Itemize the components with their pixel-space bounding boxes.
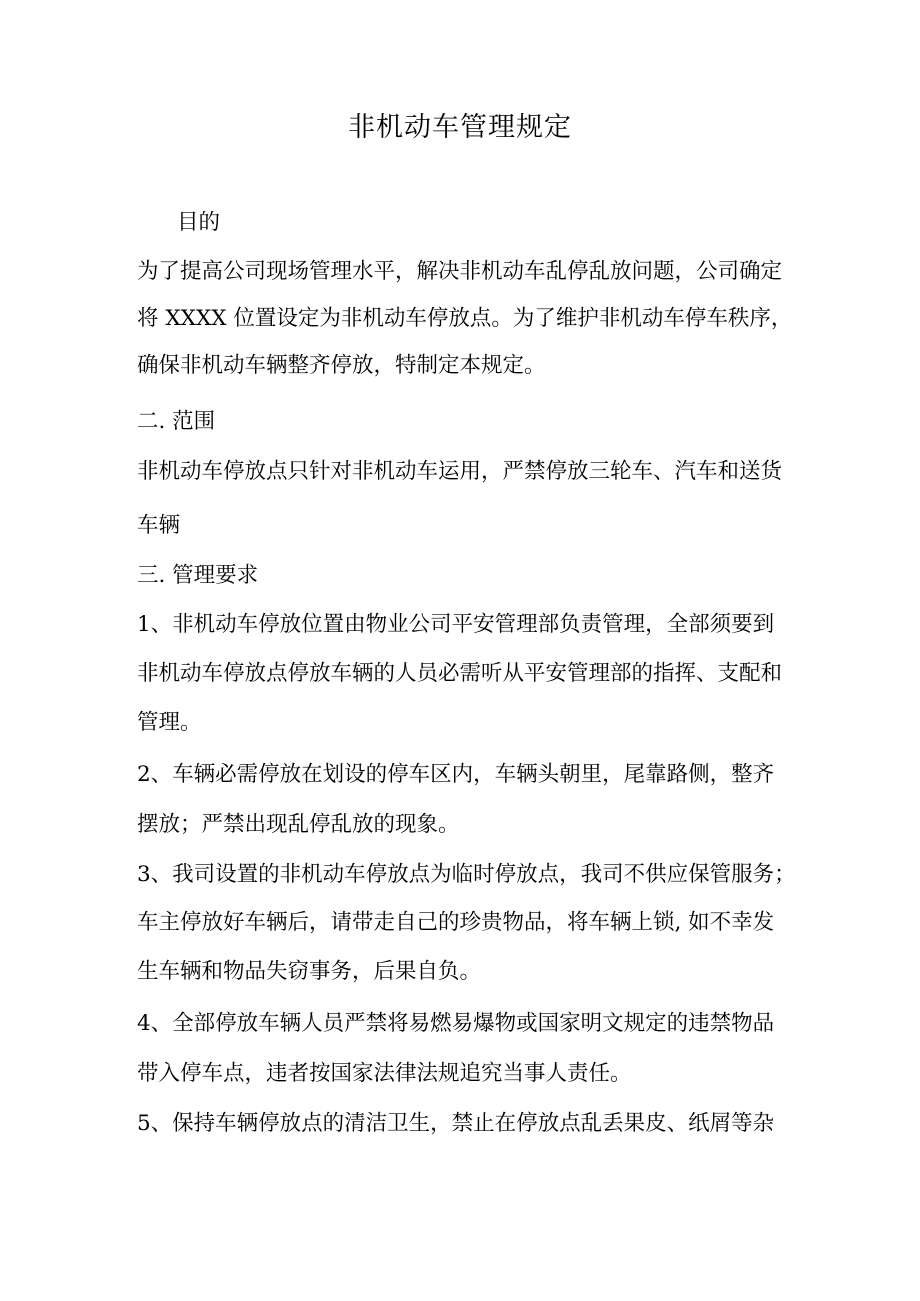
paragraph-line: 车辆 xyxy=(137,513,181,538)
section-scope-heading: 二. 范围 xyxy=(137,409,216,434)
requirement-item-4-line: 带入停车点，违者按国家法律法规追究当事人责任。 xyxy=(137,1061,632,1086)
section-purpose-heading: 目的 xyxy=(177,210,221,235)
document-title: 非机动车管理规定 xyxy=(348,112,572,143)
requirement-item-2-line: 2、车辆必需停放在划设的停车区内，车辆头朝里，尾靠路侧，整齐 xyxy=(137,762,775,787)
requirement-item-1-line: 1、非机动车停放位置由物业公司平安管理部负责管理，全部须要到 xyxy=(137,612,775,637)
requirement-item-2-line: 摆放；严禁出现乱停乱放的现象。 xyxy=(137,812,460,837)
paragraph-line: 将 XXXX 位置设定为非机动车停放点。为了维护非机动车停车秩序， xyxy=(137,306,793,331)
requirement-item-1-line: 非机动车停放点停放车辆的人员必需听从平安管理部的指挥、支配和 xyxy=(137,661,783,686)
requirement-item-4-line: 4、全部停放车辆人员严禁将易燃易爆物或国家明文规定的违禁物品 xyxy=(137,1011,775,1036)
requirement-item-3-line: 生车辆和物品失窃事务，后果自负。 xyxy=(137,959,482,984)
paragraph-line: 确保非机动车辆整齐停放，特制定本规定。 xyxy=(137,353,546,378)
paragraph-line: 为了提高公司现场管理水平，解决非机动车乱停乱放问题，公司确定 xyxy=(137,259,783,284)
section-requirements-heading: 三. 管理要求 xyxy=(137,563,259,588)
requirement-item-3-line: 车主停放好车辆后，请带走自己的珍贵物品，将车辆上锁, 如不幸发 xyxy=(137,910,775,935)
requirement-item-3-line: 3、我司设置的非机动车停放点为临时停放点，我司不供应保管服务； xyxy=(137,862,796,887)
requirement-item-1-line: 管理。 xyxy=(137,710,202,735)
requirement-item-5-line: 5、保持车辆停放点的清洁卫生，禁止在停放点乱丢果皮、纸屑等杂 xyxy=(137,1111,775,1136)
paragraph-line: 非机动车停放点只针对非机动车运用，严禁停放三轮车、汽车和送货 xyxy=(137,459,783,484)
